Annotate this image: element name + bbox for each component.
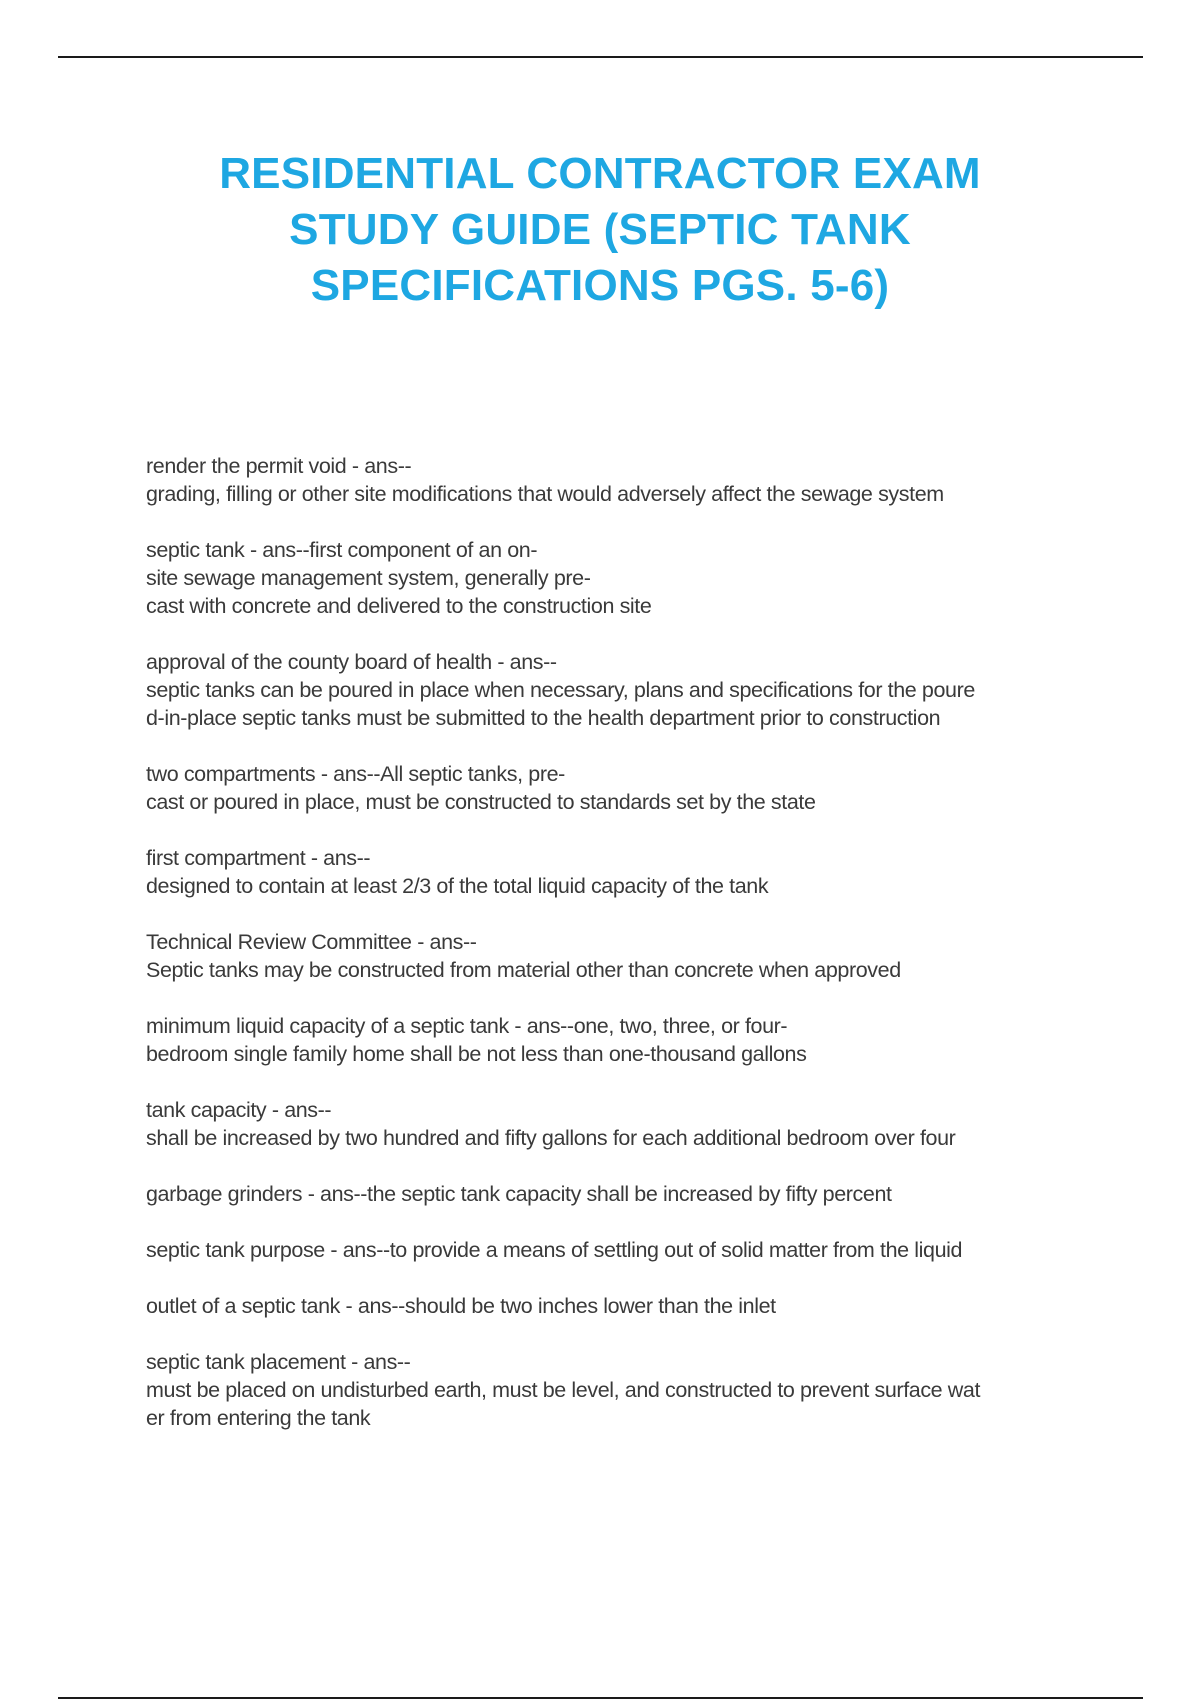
flashcard-entry [146, 1096, 1096, 1152]
flashcard-entry [146, 1348, 1096, 1432]
entry-line: bedroom single family home shall be not less than one-thousand gallons [146, 1042, 807, 1066]
title-line: STUDY GUIDE (SEPTIC TANK [289, 205, 911, 254]
entry-line: must be placed on undisturbed earth, must be level, and constructed to prevent surface wat [146, 1378, 981, 1402]
entry-line: septic tanks can be poured in place when necessary, plans and specifications for the poure [146, 678, 975, 702]
entry-line: cast with concrete and delivered to the construction site [146, 594, 652, 618]
entry-line: grading, filling or other site modifications that would adversely affect the sewage system [146, 482, 944, 506]
flashcard-entry [146, 1236, 1096, 1264]
flashcard-entry [146, 1180, 1096, 1208]
flashcard-entry [146, 844, 1096, 900]
entry-line: first compartment - ans-- [146, 846, 371, 870]
flashcard-entry [146, 536, 1096, 620]
entry-line: Septic tanks may be constructed from material other than concrete when approved [146, 958, 901, 982]
title-line: RESIDENTIAL CONTRACTOR EXAM [219, 149, 981, 198]
entry-line: render the permit void - ans-- [146, 454, 412, 478]
footer-rule [58, 1697, 1143, 1699]
flashcard-entry [146, 760, 1096, 816]
entry-line: tank capacity - ans-- [146, 1098, 332, 1122]
entry-line: garbage grinders - ans--the septic tank capacity shall be increased by fifty percent [146, 1182, 892, 1206]
entry-line: septic tank - ans--first component of an on- [146, 538, 538, 562]
entry-line: cast or poured in place, must be constructed to standards set by the state [146, 790, 816, 814]
entry-line: two compartments - ans--All septic tanks, pre- [146, 762, 565, 786]
entry-line: Technical Review Committee - ans-- [146, 930, 477, 954]
flashcard-entry [146, 1292, 1096, 1320]
flashcard-entry [146, 648, 1096, 732]
entry-line: designed to contain at least 2/3 of the total liquid capacity of the tank [146, 874, 769, 898]
entry-line: shall be increased by two hundred and fifty gallons for each additional bedroom over four [146, 1126, 956, 1150]
entry-line: er from entering the tank [146, 1406, 371, 1430]
entry-line: site sewage management system, generally pre- [146, 566, 591, 590]
header-rule [58, 56, 1143, 58]
flashcard-entry [146, 928, 1096, 984]
document-title [100, 146, 1100, 314]
entry-line: d-in-place septic tanks must be submitted to the health department prior to construction [146, 706, 941, 730]
entry-line: septic tank placement - ans-- [146, 1350, 411, 1374]
entry-line: minimum liquid capacity of a septic tank - ans--one, two, three, or four- [146, 1014, 788, 1038]
title-line: SPECIFICATIONS PGS. 5-6) [310, 261, 890, 310]
entry-line: outlet of a septic tank - ans--should be two inches lower than the inlet [146, 1294, 776, 1318]
flashcard-entry [146, 452, 1096, 508]
entry-line: septic tank purpose - ans--to provide a means of settling out of solid matter from the liquid [146, 1238, 963, 1262]
flashcard-list [146, 452, 1096, 1460]
flashcard-entry [146, 1012, 1096, 1068]
entry-line: approval of the county board of health - ans-- [146, 650, 557, 674]
